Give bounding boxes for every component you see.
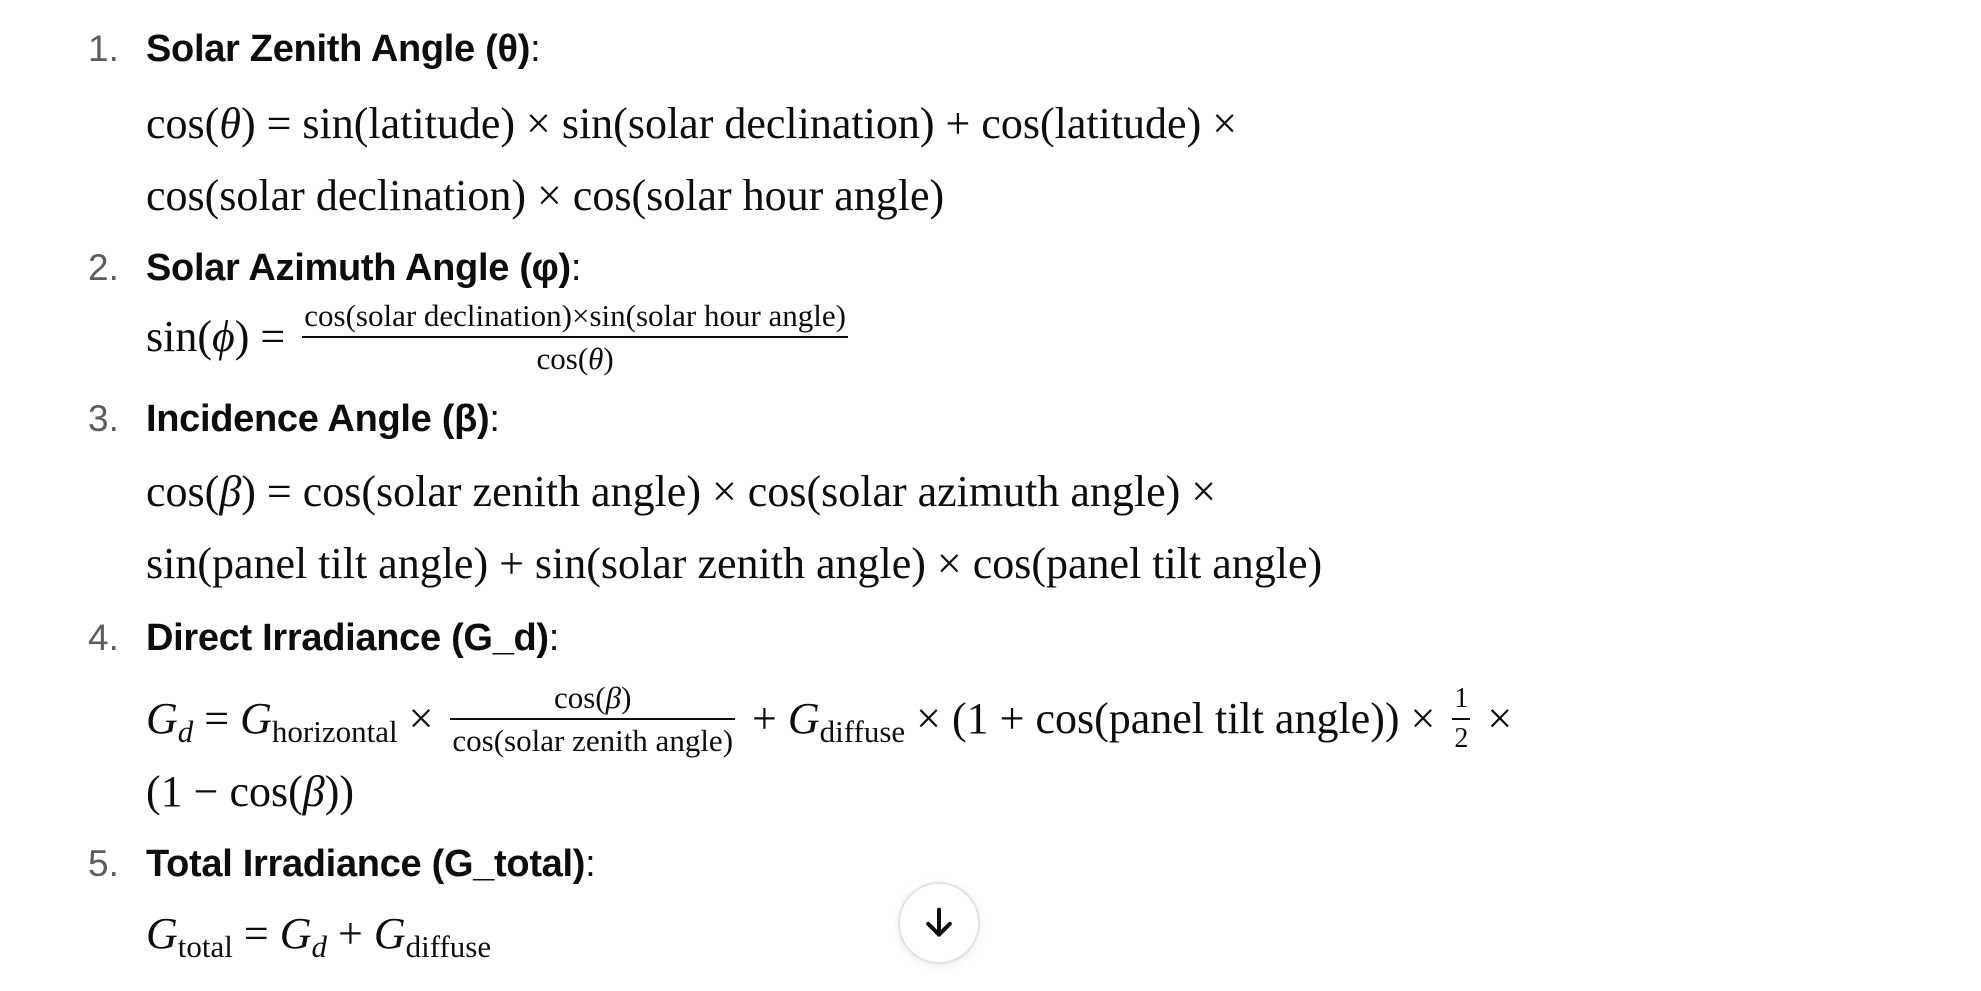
list-item-heading xyxy=(88,398,500,441)
formula-line xyxy=(146,99,1238,148)
formula-symbol: G xyxy=(240,694,272,744)
formula-text: ) = cos(solar zenith angle) × cos(solar azimuth angle) × xyxy=(241,467,1217,516)
list-item-heading xyxy=(88,28,541,71)
list-item-number: 1. xyxy=(88,28,119,69)
formula-symbol: ϕ xyxy=(212,312,235,362)
list-item-colon: : xyxy=(489,398,500,440)
list-item-heading xyxy=(88,617,559,660)
formula-text: cos( xyxy=(536,340,589,376)
formula-text: + xyxy=(741,694,788,744)
formula-text: ) = xyxy=(234,312,286,362)
list-item-heading xyxy=(88,247,581,290)
formula-symbol: θ xyxy=(219,99,241,148)
list-item-colon: : xyxy=(570,247,582,289)
formula-line xyxy=(146,298,854,380)
formula-text: × xyxy=(1476,694,1513,744)
formula-subscript: horizontal xyxy=(271,714,398,750)
formula-symbol: G xyxy=(146,694,178,744)
formula-subscript: diffuse xyxy=(405,929,492,964)
formula-symbol: θ xyxy=(588,340,604,376)
formula-line xyxy=(146,171,945,220)
formula-subscript: total xyxy=(177,929,233,964)
formula-text: cos(solar declination) × cos(solar hour angle) xyxy=(146,171,945,220)
formula-line xyxy=(146,539,1323,588)
formula-text: cos( xyxy=(146,99,220,148)
fraction-numerator: 1 xyxy=(1452,683,1470,719)
fraction-numerator: cos(solar declination)×sin(solar hour angle) xyxy=(302,298,848,338)
formula-subscript: d xyxy=(311,929,327,964)
formula-line xyxy=(146,909,492,964)
list-item-colon: : xyxy=(585,843,596,885)
formula-text: cos( xyxy=(146,467,220,516)
list-item-heading xyxy=(88,843,596,886)
list-item-colon: : xyxy=(548,617,560,659)
formula-symbol: G xyxy=(373,909,406,958)
formula-text: sin( xyxy=(146,312,212,362)
formula-text: cos( xyxy=(553,680,606,715)
list-item-number: 4. xyxy=(88,617,119,658)
list-item-number: 5. xyxy=(88,843,119,884)
formula-subscript: d xyxy=(177,714,194,750)
formula-text: ) xyxy=(621,680,632,715)
fraction-numerator xyxy=(450,680,735,720)
list-item-title: Solar Zenith Angle (θ) xyxy=(146,28,531,70)
list-item-title: Total Irradiance (G_total) xyxy=(146,843,586,885)
fraction xyxy=(450,680,735,758)
fraction-denominator: cos(solar zenith angle) xyxy=(452,722,734,758)
formula-text: + xyxy=(327,909,374,958)
formula-text: = xyxy=(193,694,241,744)
formula-text: sin(panel tilt angle) + sin(solar zenith angle) × cos(panel tilt angle) xyxy=(146,539,1323,588)
fraction-half xyxy=(1452,683,1470,754)
formula-subscript: diffuse xyxy=(819,714,906,750)
formula-symbol: β xyxy=(219,467,242,516)
formula-symbol: G xyxy=(146,909,178,958)
formula-symbol: β xyxy=(605,680,622,715)
arrow-down-icon xyxy=(919,903,959,943)
formula-text: = xyxy=(232,909,280,958)
fraction-denominator xyxy=(302,338,848,377)
list-item-number: 2. xyxy=(88,247,119,288)
formula-text: ) xyxy=(603,340,614,376)
formula-line xyxy=(146,680,1513,762)
list-item-title: Solar Azimuth Angle (φ) xyxy=(146,247,571,289)
list-item-title: Direct Irradiance (G_d) xyxy=(146,617,549,659)
formula-text: × (1 + cos(panel tilt angle)) × xyxy=(905,694,1447,744)
scroll-to-bottom-button[interactable] xyxy=(898,882,980,964)
formula-text: ) = sin(latitude) × sin(solar declination) + cos(latitude) × xyxy=(240,99,1238,148)
list-item-number: 3. xyxy=(88,398,119,439)
formula-text: )) xyxy=(324,767,355,816)
list-item-colon: : xyxy=(530,28,541,70)
formula-symbol: G xyxy=(787,694,820,744)
list-item-title: Incidence Angle (β) xyxy=(146,398,490,440)
formula-line xyxy=(146,467,1217,516)
formula-text: (1 − cos( xyxy=(146,767,303,816)
formula-symbol: G xyxy=(279,909,312,958)
formula-line xyxy=(146,767,355,816)
fraction xyxy=(302,298,848,376)
formula-symbol: β xyxy=(302,767,325,816)
formula-text: × xyxy=(397,694,445,744)
fraction-denominator: 2 xyxy=(1454,722,1469,754)
